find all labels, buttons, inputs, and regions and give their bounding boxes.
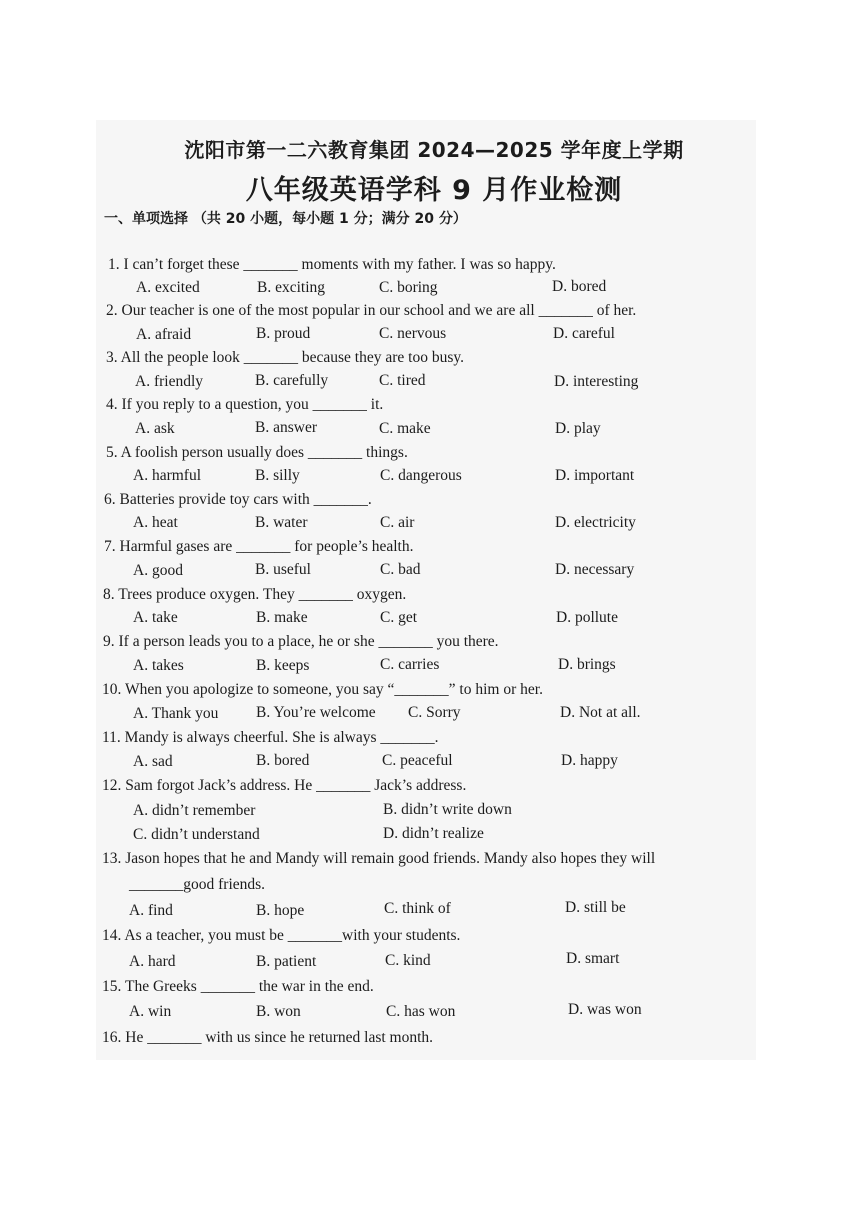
question-13-option-a: A. find	[129, 902, 173, 919]
question-2-option-d: D. careful	[553, 325, 615, 342]
question-9-option-a: A. takes	[133, 657, 184, 674]
question-10-option-b: B. You’re welcome	[256, 704, 376, 721]
question-13-option-b: B. hope	[256, 902, 305, 919]
question-2-option-a: A. afraid	[136, 326, 192, 343]
question-7-option-a: A. good	[133, 562, 183, 579]
question-15-option-c: C. has won	[386, 1003, 456, 1020]
question-1-stem: 1. I can’t forget these _______ moments with my father. I was so happy.	[108, 256, 556, 273]
question-5-option-c: C. dangerous	[380, 467, 462, 484]
question-13-option-d: D. still be	[565, 899, 626, 916]
question-10-stem: 10. When you apologize to someone, you say “_______” to him or her.	[102, 681, 543, 698]
question-2-option-c: C. nervous	[379, 325, 447, 342]
question-4-stem: 4. If you reply to a question, you _______ it.	[106, 396, 384, 413]
question-3-option-a: A. friendly	[135, 373, 204, 390]
question-7-option-d: D. necessary	[555, 561, 635, 578]
question-6-option-d: D. electricity	[555, 514, 636, 531]
question-4-option-c: C. make	[379, 420, 431, 437]
question-14-option-d: D. smart	[566, 950, 620, 967]
question-14-option-a: A. hard	[129, 953, 176, 970]
question-13-option-c: C. think of	[384, 900, 451, 917]
question-13-stem: 13. Jason hopes that he and Mandy will remain good friends. Mandy also hopes they will	[102, 850, 656, 867]
question-9-option-d: D. brings	[558, 656, 616, 673]
question-5-option-a: A. harmful	[133, 467, 202, 484]
question-9-option-b: B. keeps	[256, 657, 310, 674]
question-12-option-c: C. didn’t understand	[133, 826, 260, 843]
question-1-option-c: C. boring	[379, 279, 438, 296]
question-8-option-d: D. pollute	[556, 609, 618, 626]
exam-title-line2: 八年级英语学科 9 月作业检测	[245, 175, 623, 206]
section-heading: 一、单项选择 （共 20 小题，每小题 1 分；满分 20 分）	[104, 211, 467, 227]
question-11-option-c: C. peaceful	[382, 752, 453, 769]
question-12-option-d: D. didn’t realize	[383, 825, 484, 842]
question-11-option-b: B. bored	[256, 752, 310, 769]
question-8-option-a: A. take	[133, 609, 178, 626]
question-5-stem: 5. A foolish person usually does _______ things.	[106, 444, 408, 461]
question-3-option-d: D. interesting	[554, 373, 639, 390]
question-8-option-c: C. get	[380, 609, 418, 626]
question-14-option-b: B. patient	[256, 953, 317, 970]
question-3-option-b: B. carefully	[255, 372, 329, 389]
question-7-stem: 7. Harmful gases are _______ for people’s health.	[104, 538, 414, 555]
question-10-option-c: C. Sorry	[408, 704, 461, 721]
question-11-option-a: A. sad	[133, 753, 173, 770]
question-9-option-c: C. carries	[380, 656, 440, 673]
question-6-stem: 6. Batteries provide toy cars with _______.	[104, 491, 372, 508]
question-12-option-a: A. didn’t remember	[133, 802, 256, 819]
question-2-stem: 2. Our teacher is one of the most popular in our school and we are all _______ of her.	[106, 302, 637, 319]
exam-title-line1: 沈阳市第一二六教育集团 2024—2025 学年度上学期	[184, 138, 684, 162]
question-12-option-b: B. didn’t write down	[383, 801, 512, 818]
question-14-stem: 14. As a teacher, you must be _______with your students.	[102, 927, 461, 944]
question-7-option-c: C. bad	[380, 561, 421, 578]
question-13-stem-continued: _______good friends.	[129, 876, 266, 893]
question-9-stem: 9. If a person leads you to a place, he or she _______ you there.	[103, 633, 499, 650]
question-14-option-c: C. kind	[385, 952, 431, 969]
question-15-option-b: B. won	[256, 1003, 301, 1020]
question-4-option-b: B. answer	[255, 419, 317, 436]
question-16-stem: 16. He _______ with us since he returned last month.	[102, 1029, 434, 1046]
question-12-stem: 12. Sam forgot Jack’s address. He _______ Jack’s address.	[102, 777, 467, 794]
question-6-option-a: A. heat	[133, 514, 178, 531]
question-8-option-b: B. make	[256, 609, 308, 626]
question-5-option-b: B. silly	[255, 467, 300, 484]
question-11-stem: 11. Mandy is always cheerful. She is always _______.	[102, 729, 439, 746]
question-3-stem: 3. All the people look _______ because they are too busy.	[106, 349, 464, 366]
question-4-option-d: D. play	[555, 420, 601, 437]
question-2-option-b: B. proud	[256, 325, 311, 342]
question-8-stem: 8. Trees produce oxygen. They _______ oxygen.	[103, 586, 407, 603]
question-6-option-c: C. air	[380, 514, 415, 531]
question-3-option-c: C. tired	[379, 372, 426, 389]
question-1-option-a: A. excited	[136, 279, 200, 296]
question-5-option-d: D. important	[555, 467, 635, 484]
question-15-option-d: D. was won	[568, 1001, 642, 1018]
question-7-option-b: B. useful	[255, 561, 311, 578]
question-11-option-d: D. happy	[561, 752, 618, 769]
question-6-option-b: B. water	[255, 514, 308, 531]
question-15-option-a: A. win	[129, 1003, 172, 1020]
question-1-option-d: D. bored	[552, 278, 607, 295]
question-15-stem: 15. The Greeks _______ the war in the end.	[102, 978, 374, 995]
question-10-option-a: A. Thank you	[133, 705, 219, 722]
question-1-option-b: B. exciting	[257, 279, 326, 296]
question-4-option-a: A. ask	[135, 420, 175, 437]
question-10-option-d: D. Not at all.	[560, 704, 641, 721]
